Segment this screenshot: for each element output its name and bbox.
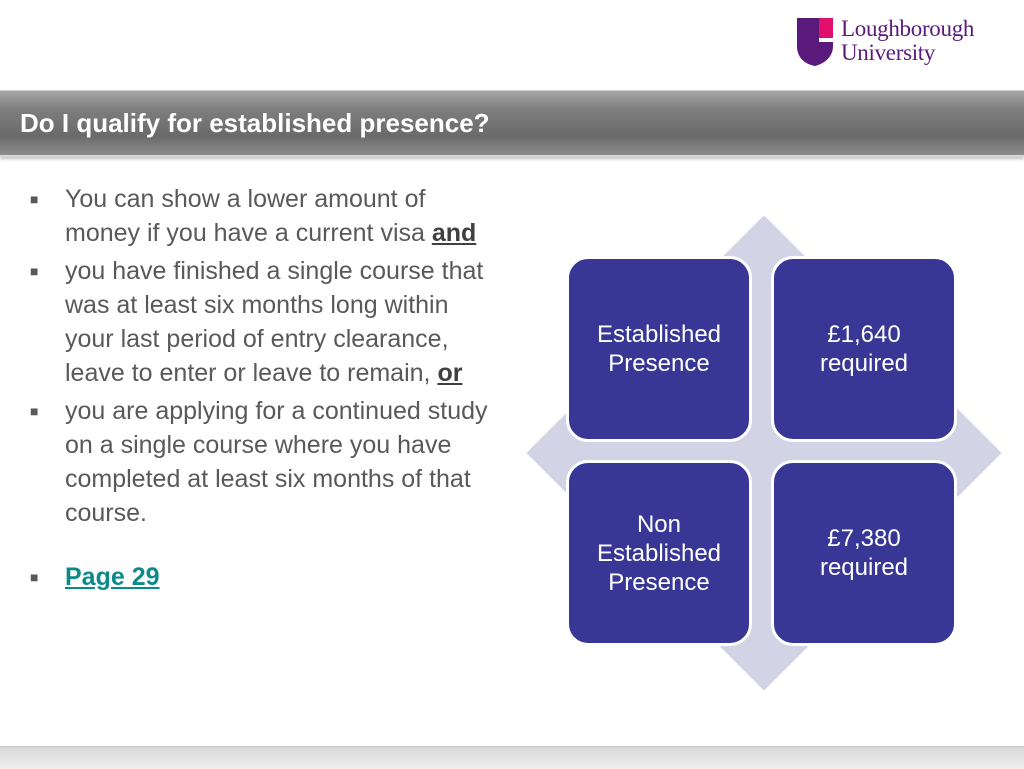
university-logo: [795, 16, 1010, 68]
bullet-square-icon: ■: [30, 569, 39, 585]
bullet-item: [30, 394, 500, 530]
quadrant-established-presence: [566, 256, 752, 442]
quadrant-non-established-presence: [566, 460, 752, 646]
bullet-text: You can show a lower amount of money if you have a current visa: [65, 185, 432, 247]
logo-line-1: Loughborough: [841, 16, 975, 41]
bullet-emphasis-or: or: [437, 359, 463, 387]
page-link[interactable]: Page 29: [65, 563, 160, 591]
bullet-square-icon: ■: [30, 191, 39, 207]
bullet-item: [30, 182, 500, 250]
bullet-square-icon: ■: [30, 263, 39, 279]
quadrant-label: Non Established Presence: [596, 510, 722, 596]
title-bar: [0, 90, 1024, 157]
quadrant-established-amount: [771, 256, 957, 442]
slide-title: Do I qualify for established presence?: [20, 108, 490, 138]
university-shield-icon: [795, 16, 835, 66]
bullet-item: [30, 254, 500, 390]
bullet-list: [30, 182, 500, 598]
quadrant-label: £1,640 required: [819, 321, 909, 377]
bullet-item-link: [30, 560, 500, 594]
footer-bar: [0, 746, 1024, 769]
bullet-text: you have finished a single course that was at least six months long within your last period of entry clearance, leave to enter or leave to remain,: [65, 257, 484, 387]
quadrant-non-established-amount: [771, 460, 957, 646]
logo-line-2: University: [841, 40, 936, 65]
bullet-emphasis-and: and: [431, 219, 477, 247]
bullet-square-icon: ■: [30, 403, 39, 419]
quadrant-label: £7,380 required: [819, 525, 909, 581]
logo-text: [841, 17, 974, 65]
bullet-text: you are applying for a continued study on a single course where you have completed at least six months of that course.: [65, 397, 488, 527]
presence-matrix: [520, 209, 1008, 697]
quadrant-label: Established Presence: [596, 321, 722, 377]
